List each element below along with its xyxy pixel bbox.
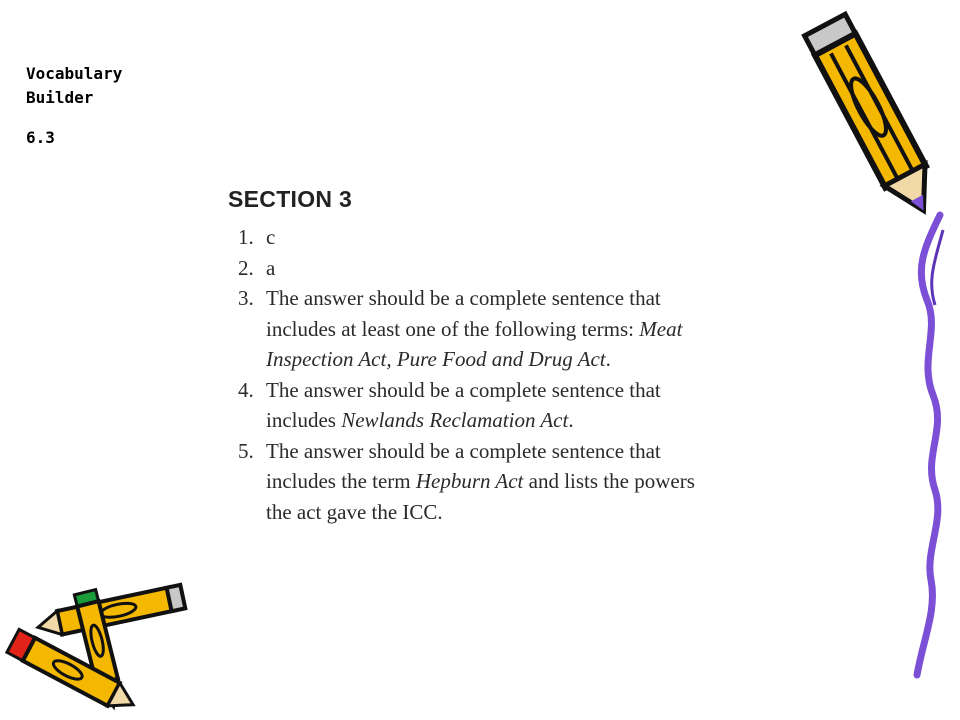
answer-text [266,375,708,436]
answer-term: Meat Inspection Act, Pure Food and Drug Act [266,316,683,371]
answer-fragment: . [568,408,574,432]
pencils-cluster-icon [0,580,200,715]
answer-fragment: The answer should be a complete sentence that includes the term [266,438,661,493]
answer-fragment: and lists the powers the act gave the ICC. [266,469,695,524]
answer-item [238,283,708,375]
answer-fragment: The answer should be a complete sentence that includes at least one of the following terms: [266,286,661,341]
section-number: 6.3 [26,128,55,147]
answer-number: 2. [238,255,254,280]
answer-list [238,222,708,527]
answer-term: Hepburn Act [415,469,524,493]
pencil-icon [800,0,950,230]
answer-item [238,253,708,284]
answer-text [266,222,708,253]
answer-fragment: c [266,225,276,249]
answer-number: 1. [238,225,254,249]
answer-term: Newlands Reclamation Act [341,408,569,432]
answer-fragment: The answer should be a complete sentence that includes [266,377,661,432]
answer-item [238,375,708,436]
answer-number: 4. [238,377,254,402]
answer-text [266,436,708,528]
answer-fragment: . [605,347,611,371]
section-heading: SECTION 3 [228,186,353,212]
answer-item [238,436,708,528]
answer-fragment: a [266,255,276,280]
scribble-line-icon [905,210,960,680]
slide-title: Vocabulary Builder [26,64,123,107]
answer-number: 3. [238,286,254,310]
answer-text [266,253,708,284]
answer-text [266,283,708,375]
answer-number: 5. [238,438,254,463]
answer-item [238,222,708,253]
